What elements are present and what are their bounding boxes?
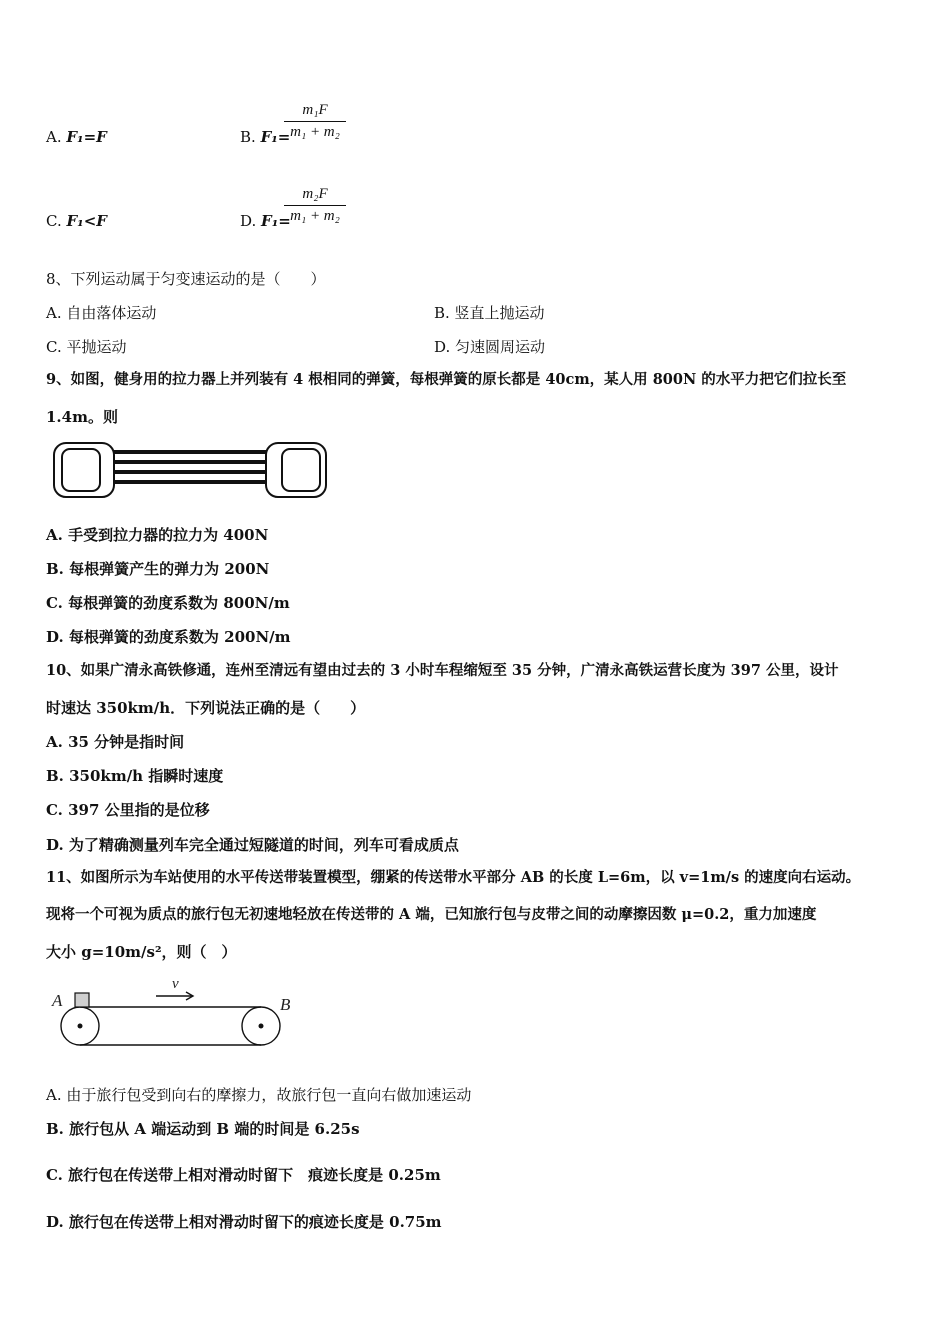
q11-option-b: B. 旅行包从 A 端运动到 B 端的时间是 6.25s xyxy=(46,1120,360,1138)
q11-stem-line3: 大小 g=10m/s²，则（ ） xyxy=(46,943,237,961)
option-d-prefix: D. xyxy=(240,212,257,230)
q8-option-a: A. 自由落体运动 xyxy=(46,304,157,322)
q9-stem-line2: 1.4m。则 xyxy=(46,408,118,426)
option-a-formula: F₁=F xyxy=(66,128,107,146)
q11-option-c: C. 旅行包在传送带上相对滑动时留下 痕迹长度是 0.25m xyxy=(46,1166,441,1184)
q10-option-a: A. 35 分钟是指时间 xyxy=(46,733,185,751)
option-d-numerator: m₂F xyxy=(302,186,328,202)
right-handle-inner xyxy=(282,449,320,491)
q9-option-c: C. 每根弹簧的劲度系数为 800N/m xyxy=(46,594,290,612)
q10-stem-line1: 10、如果广清永高铁修通，连州至清远有望由过去的 3 小时车程缩短至 35 分钟，广清永高铁运营长度为 397 公里，设计 xyxy=(46,662,839,679)
option-b-lhs: F₁= xyxy=(260,128,291,146)
option-c-top xyxy=(46,211,107,231)
q9-option-a: A. 手受到拉力器的拉力为 400N xyxy=(46,526,269,544)
right-pulley-axle xyxy=(259,1024,264,1029)
option-c-formula: F₁<F xyxy=(66,212,107,230)
option-d-fraction-bar xyxy=(284,205,346,206)
option-b-fraction-bar xyxy=(284,121,346,122)
option-d-denominator: m₁ + m₂ xyxy=(290,208,340,224)
q8-stem: 8、下列运动属于匀变速运动的是（ ） xyxy=(46,270,326,288)
q8-option-c: C. 平抛运动 xyxy=(46,338,127,356)
option-a-top xyxy=(46,127,107,147)
q10-option-b: B. 350km/h 指瞬时速度 xyxy=(46,767,224,785)
option-b-numerator: m₁F xyxy=(302,102,328,118)
left-handle-inner xyxy=(62,449,100,491)
label-b: B xyxy=(280,995,291,1014)
q11-option-a: A. 由于旅行包受到向右的摩擦力，故旅行包一直向右做加速运动 xyxy=(46,1086,472,1104)
q10-option-c: C. 397 公里指的是位移 xyxy=(46,801,210,819)
option-b-prefix: B. xyxy=(240,128,256,146)
q9-option-d: D. 每根弹簧的劲度系数为 200N/m xyxy=(46,628,291,646)
conveyor-belt-figure xyxy=(46,972,302,1054)
q9-option-b: B. 每根弹簧产生的弹力为 200N xyxy=(46,560,270,578)
label-a: A xyxy=(52,991,63,1010)
travel-bag-block xyxy=(75,993,89,1007)
spring-expander-figure xyxy=(52,440,330,502)
option-d-lhs: F₁= xyxy=(261,212,291,230)
left-pulley-axle xyxy=(78,1024,83,1029)
q11-stem-line2: 现将一个可视为质点的旅行包无初速地轻放在传送带的 A 端，已知旅行包与皮带之间的动摩擦因数 μ=0.2，重力加速度 xyxy=(46,906,817,923)
option-b-denominator: m₁ + m₂ xyxy=(290,124,340,140)
q8-option-d: D. 匀速圆周运动 xyxy=(434,338,546,356)
option-b-fraction xyxy=(284,102,346,141)
q11-stem-line1: 11、如图所示为车站使用的水平传送带装置模型，绷紧的传送带水平部分 AB 的长度 L=6m，以 v=1m/s 的速度向右运动。 xyxy=(46,869,861,886)
option-d-fraction xyxy=(284,186,346,225)
q10-stem-line2: 时速达 350km/h．下列说法正确的是（ ） xyxy=(46,699,366,717)
q10-option-d: D. 为了精确测量列车完全通过短隧道的时间，列车可看成质点 xyxy=(46,836,459,854)
option-c-prefix: C. xyxy=(46,212,62,230)
q9-stem-line1: 9、如图，健身用的拉力器上并列装有 4 根相同的弹簧，每根弹簧的原长都是 40cm，某人用 800N 的水平力把它们拉长至 xyxy=(46,371,847,388)
option-a-prefix: A. xyxy=(46,128,62,146)
q8-option-b: B. 竖直上抛运动 xyxy=(434,304,545,322)
q11-option-d: D. 旅行包在传送带上相对滑动时留下的痕迹长度是 0.75m xyxy=(46,1213,442,1231)
label-v: v xyxy=(172,976,179,992)
option-b-top xyxy=(240,127,290,147)
